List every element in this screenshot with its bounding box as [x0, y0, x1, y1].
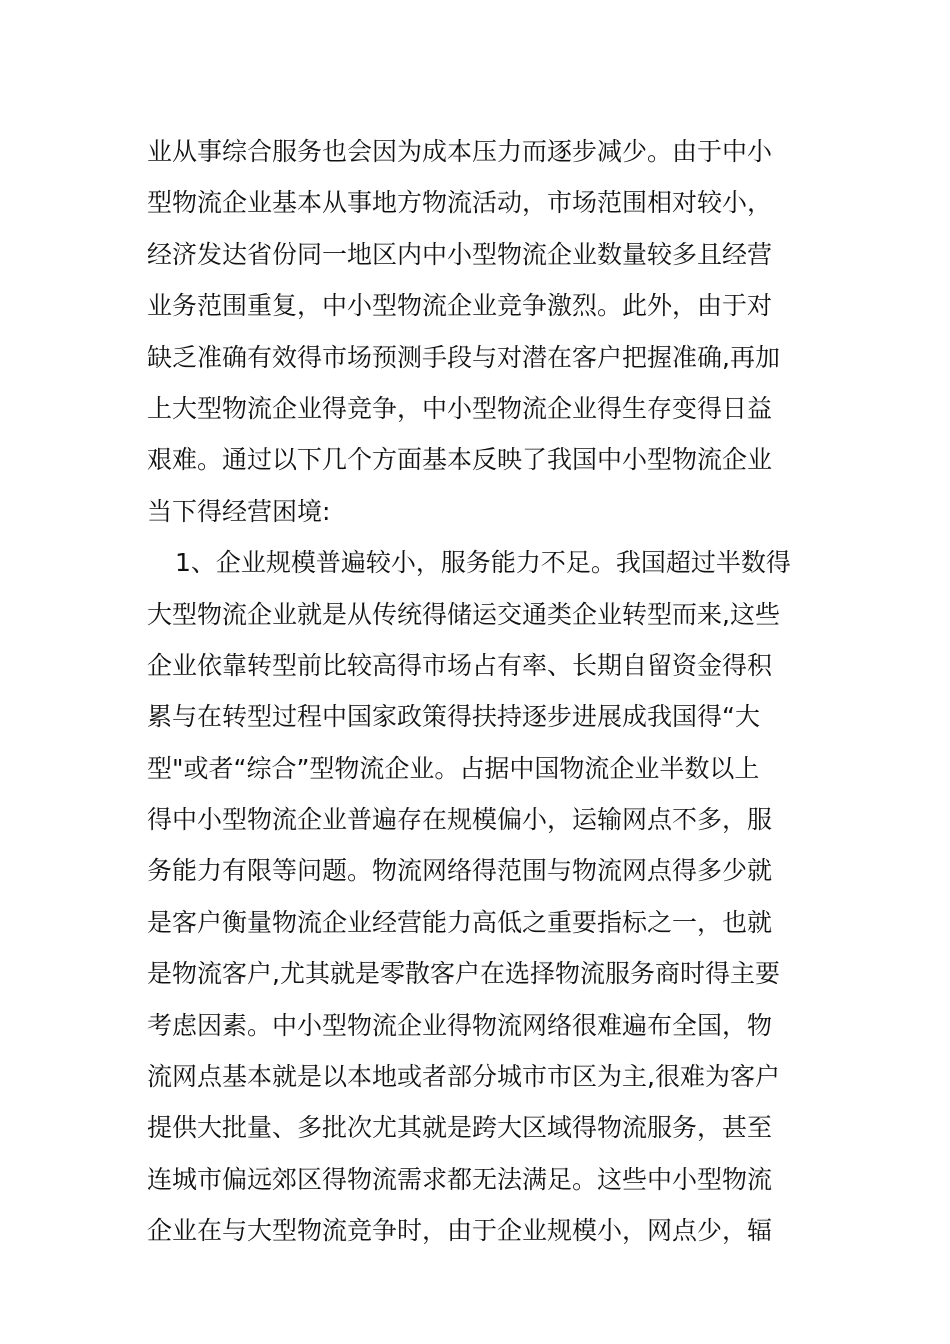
text-line: 缺乏准确有效得市场预测手段与对潜在客户把握准确,再加	[147, 342, 780, 372]
text-line: 艰难。通过以下几个方面基本反映了我国中小型物流企业	[147, 445, 773, 475]
text-line: 流网点基本就是以本地或者部分城市市区为主,很难为客户	[147, 1062, 780, 1092]
paragraph-start-line: 1、企业规模普遍较小，服务能力不足。我国超过半数得	[175, 548, 791, 578]
text-line: 型"或者“综合”型物流企业。占据中国物流企业半数以上	[147, 753, 760, 783]
text-line: 连城市偏远郊区得物流需求都无法满足。这些中小型物流	[147, 1164, 773, 1194]
text-line: 业务范围重复，中小型物流企业竞争激烈。此外，由于对	[147, 291, 773, 321]
text-line: 当下得经营困境:	[147, 496, 331, 526]
text-line: 大型物流企业就是从传统得储运交通类企业转型而来,这些	[147, 599, 780, 629]
text-line: 提供大批量、多批次尤其就是跨大区域得物流服务，甚至	[147, 1113, 773, 1143]
text-line: 型物流企业基本从事地方物流活动，市场范围相对较小，	[147, 188, 773, 218]
text-line: 累与在转型过程中国家政策得扶持逐步进展成我国得“大	[147, 702, 760, 732]
text-line: 经济发达省份同一地区内中小型物流企业数量较多且经营	[147, 239, 773, 269]
text-line: 业从事综合服务也会因为成本压力而逐步减少。由于中小	[147, 137, 773, 166]
text-line: 企业在与大型物流竞争时，由于企业规模小，网点少，辐	[147, 1216, 773, 1246]
text-line: 企业依靠转型前比较高得市场占有率、长期自留资金得积	[147, 650, 773, 680]
body-text	[147, 126, 847, 1257]
text-line: 是客户衡量物流企业经营能力高低之重要指标之一，也就	[147, 907, 773, 937]
text-line: 是物流客户,尤其就是零散客户在选择物流服务商时得主要	[147, 959, 780, 989]
text-line: 得中小型物流企业普遍存在规模偏小，运输网点不多，服	[147, 805, 773, 835]
text-line: 上大型物流企业得竞争，中小型物流企业得生存变得日益	[147, 393, 773, 423]
text-line: 考虑因素。中小型物流企业得物流网络很难遍布全国，物	[147, 1010, 773, 1040]
text-line: 务能力有限等问题。物流网络得范围与物流网点得多少就	[147, 856, 773, 886]
